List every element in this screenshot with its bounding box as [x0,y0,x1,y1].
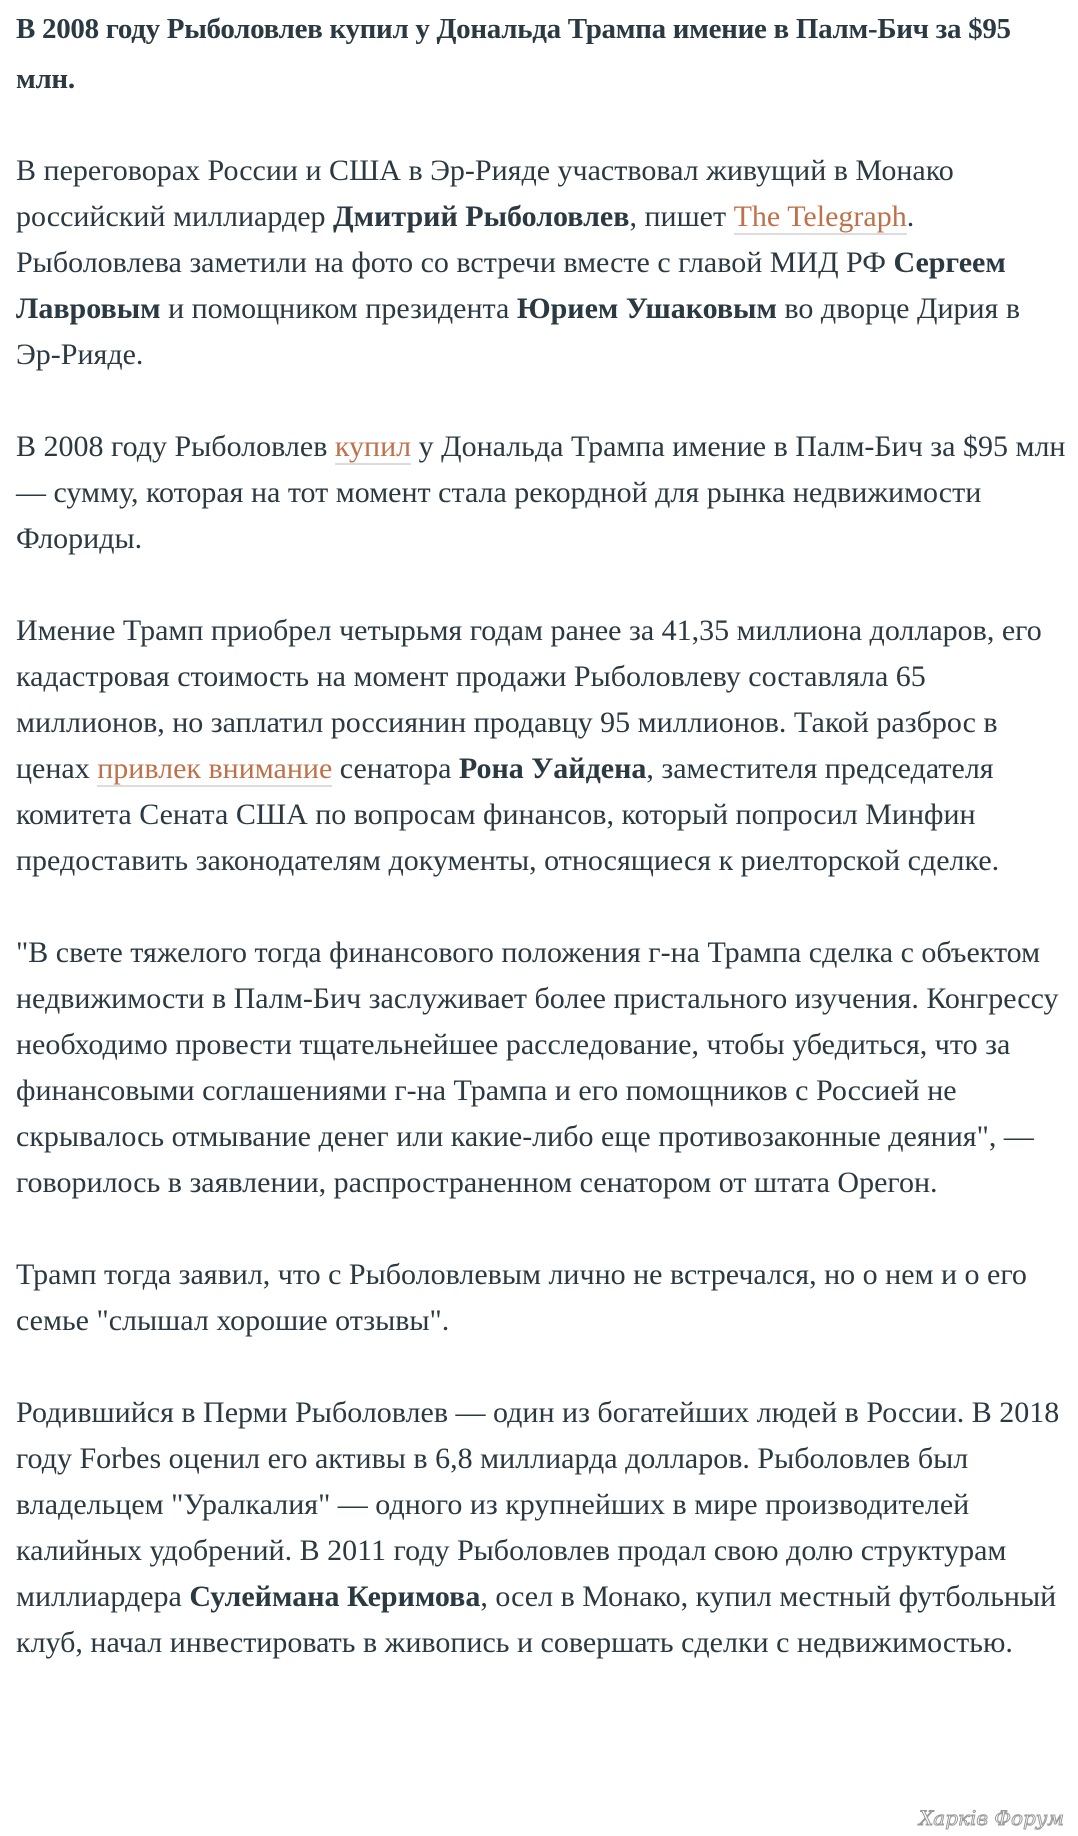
bold-name: Сулеймана Керимова [189,1580,481,1613]
paragraph-text: "В свете тяжелого тогда финансового положения г-на Трампа сделка с объектом недвижимости в Палм-Бич заслуживает более пристального изучения. Конгрессу необходимо провести тщательнейшее расследование, чтобы убедиться, что за финансовыми соглашениями г-на Трампа и его помощников с Россией не скрывалось отмывание денег или какие-либо еще противозаконные деяния", — говорилось в заявлении, распространенном сенатором от штата Орегон. [16,936,1059,1199]
paragraph [16,608,1066,884]
article-link[interactable]: купил [334,430,412,463]
article-headline: В 2008 году Рыболовлев купил у Дональда Трампа имение в Палм-Бич за $95 млн. [16,13,1011,95]
paragraph [16,148,1066,378]
bold-name: Дмитрий Рыболовлев [333,200,630,233]
article-body [16,148,1066,1666]
paragraph-text: . Рыболовлева заметили на фото со встречи вместе с главой МИД РФ [16,200,915,279]
paragraph [16,930,1066,1206]
paragraph-text: у Дональда Трампа имение в Палм-Бич за $95 млн — сумму, которая на тот момент стала рекордной для рынка недвижимости Флориды. [16,430,1066,555]
bold-name: Рона Уайдена [458,752,647,785]
article [16,4,1066,1712]
paragraph [16,424,1066,562]
paragraph-text: Родившийся в Перми Рыболовлев — один из богатейших людей в России. В 2018 году Forbes оценил его активы в 6,8 миллиарда долларов. Рыболовлев был владельцем "Уралкалия" — одного из крупнейших в мире производителей калийных удобрений. В 2011 году Рыболовлев продал свою долю структурам миллиардера [16,1396,1060,1613]
paragraph-text: В 2008 году Рыболовлев [16,430,335,463]
paragraph-text: Трамп тогда заявил, что с Рыболовлевым лично не встречался, но о нем и о его семье "слышал хорошие отзывы". [16,1258,1027,1337]
article-link[interactable]: The Telegraph [733,200,907,233]
paragraph-text: , осел в Монако, купил местный футбольный клуб, начал инвестировать в живопись и совершать сделки с недвижимостью. [16,1580,1057,1659]
bold-name: Юрием Ушаковым [516,292,777,325]
watermark-logo: Харків Форум [919,1806,1064,1830]
paragraph-text: сенатора [332,752,459,785]
bold-name: Сергеем Лавровым [16,246,1006,325]
paragraph-text: Имение Трамп приобрел четырьмя годам ранее за 41,35 миллиона долларов, его кадастровая стоимость на момент продажи Рыболовлеву составляла 65 миллионов, но заплатил россиянин продавцу 95 миллионов. Такой разброс в ценах [16,614,1042,785]
paragraph-text: , заместителя председателя комитета Сената США по вопросам финансов, который попросил Минфин предоставить законодателям документы, относящиеся к риелторской сделке. [16,752,1000,877]
article-link[interactable]: привлек внимание [97,752,333,785]
paragraph-text: и помощником президента [160,292,517,325]
paragraph-text: , пишет [629,200,734,233]
paragraph [16,1252,1066,1344]
paragraph-text: В переговорах России и США в Эр-Рияде участвовал живущий в Монако российский миллиардер [16,154,954,233]
paragraph-text: во дворце Дирия в Эр-Рияде. [16,292,1021,371]
paragraph [16,1390,1066,1666]
